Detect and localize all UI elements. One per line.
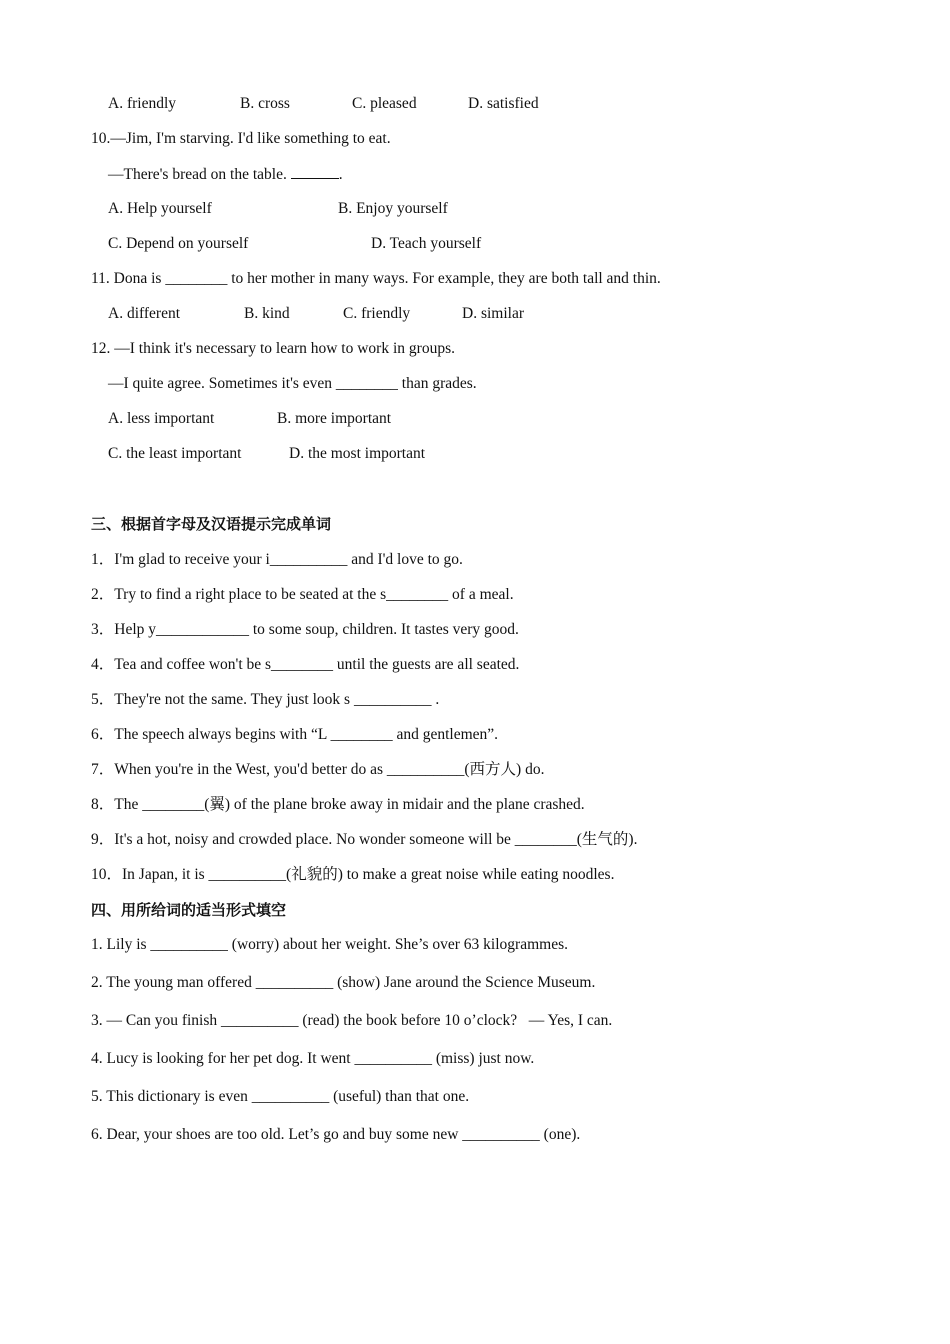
q12-option-d: D. the most important: [289, 445, 426, 462]
q11-stem: 11. Dona is ________ to her mother in many ways. For example, they are both tall and thin.: [91, 270, 661, 287]
q12-option-a: A. less important: [108, 410, 215, 427]
q10-option-a: A. Help yourself: [108, 200, 212, 217]
q10-option-d: D. Teach yourself: [371, 235, 482, 252]
section4-item-3: 3. — Can you finish __________ (read) the book before 10 o’clock? — Yes, I can.: [91, 1012, 613, 1029]
q11-option-c: C. friendly: [343, 305, 411, 322]
section3-item-5: 5．They're not the same. They just look s __________ .: [91, 691, 440, 708]
section3-item-3: 3．Help y____________ to some soup, children. It tastes very good.: [91, 621, 519, 638]
section3-item-10: 10．In Japan, it is __________(礼貌的) to make a great noise while eating noodles.: [91, 866, 615, 883]
section4-item-1: 1. Lily is __________ (worry) about her weight. She’s over 63 kilogrammes.: [91, 936, 568, 953]
q11-option-a: A. different: [108, 305, 181, 322]
section3-item-2: 2．Try to find a right place to be seated at the s________ of a meal.: [91, 586, 514, 603]
q10-option-c: C. Depend on yourself: [108, 235, 249, 252]
q10-answer-blank: [291, 165, 339, 179]
q11-option-b: B. kind: [244, 305, 290, 322]
q10-option-b: B. Enjoy yourself: [338, 200, 448, 217]
q9-option-b: B. cross: [240, 95, 290, 112]
section3-item-9: 9．It's a hot, noisy and crowded place. No wonder someone will be ________(生气的).: [91, 831, 638, 848]
q12-option-b: B. more important: [277, 410, 392, 427]
q10-line2-text: —There's bread on the table.: [108, 166, 291, 183]
section3-item-6: 6．The speech always begins with “L ________ and gentlemen”.: [91, 726, 499, 743]
q12-stem: 12. —I think it's necessary to learn how to work in groups.: [91, 340, 455, 357]
q12-option-c: C. the least important: [108, 445, 242, 462]
q11-option-d: D. similar: [462, 305, 524, 322]
q10-line2-end: .: [338, 166, 343, 183]
section3-title: 三、根据首字母及汉语提示完成单词: [91, 515, 332, 533]
section3-item-1: 1．I'm glad to receive your i__________ and I'd love to go.: [91, 551, 463, 568]
section3-item-7: 7．When you're in the West, you'd better do as __________(西方人) do.: [91, 761, 545, 778]
q10-stem: 10.—Jim, I'm starving. I'd like something to eat.: [91, 130, 391, 147]
q10-line2: [108, 165, 343, 184]
q9-option-c: C. pleased: [352, 95, 417, 112]
section4-item-5: 5. This dictionary is even __________ (useful) than that one.: [91, 1088, 470, 1105]
section4-title: 四、用所给词的适当形式填空: [91, 901, 287, 919]
section4-item-6: 6. Dear, your shoes are too old. Let’s go and buy some new __________ (one).: [91, 1126, 581, 1143]
q12-line2: —I quite agree. Sometimes it's even ________ than grades.: [108, 375, 477, 392]
section3-item-4: 4．Tea and coffee won't be s________ until the guests are all seated.: [91, 656, 520, 673]
section4-item-2: 2. The young man offered __________ (show) Jane around the Science Museum.: [91, 974, 596, 991]
section3-item-8: 8．The ________(翼) of the plane broke away in midair and the plane crashed.: [91, 796, 585, 813]
section4-item-4: 4. Lucy is looking for her pet dog. It went __________ (miss) just now.: [91, 1050, 535, 1067]
q9-option-a: A. friendly: [108, 95, 177, 112]
q9-option-d: D. satisfied: [468, 95, 539, 112]
